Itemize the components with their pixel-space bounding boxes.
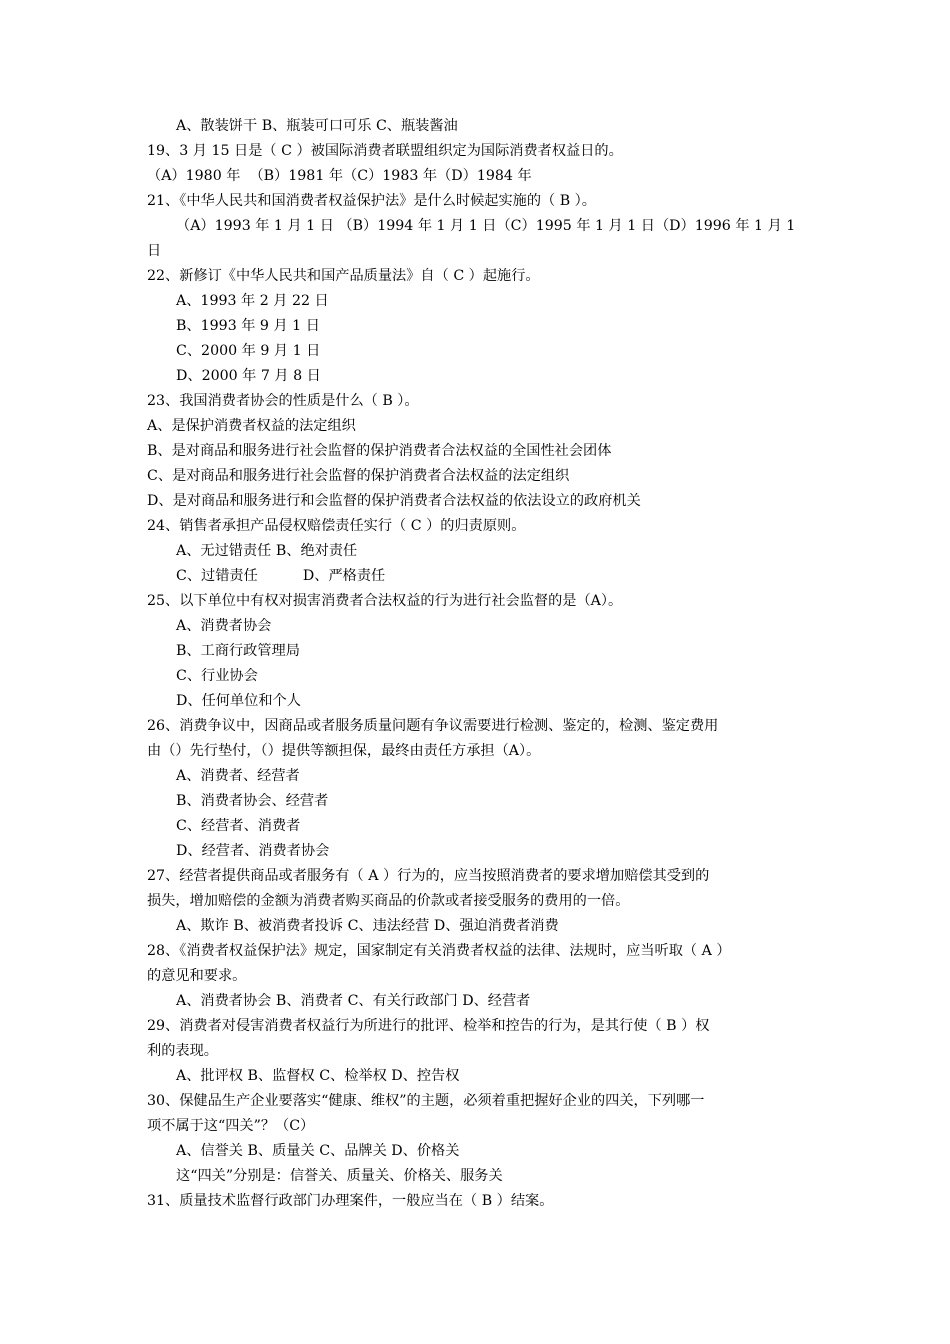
text-line: B、消费者协会、经营者 [176, 793, 329, 809]
text-line: A、消费者、经营者 [176, 768, 300, 784]
text-line: 31、质量技术监督行政部门办理案件，一般应当在（ B ）结案。 [147, 1193, 554, 1209]
text-line: A、散装饼干 B、瓶装可口可乐 C、瓶装酱油 [176, 118, 458, 134]
text-line: A、无过错责任 B、绝对责任 [176, 543, 358, 559]
text-line: 27、经营者提供商品或者服务有（ A ）行为的，应当按照消费者的要求增加赔偿其受到的 [147, 868, 710, 884]
text-line: A、消费者协会 [176, 618, 272, 634]
text-line: 29、消费者对侵害消费者权益行为所进行的批评、检举和控告的行为，是其行使（ B ）权 [147, 1018, 710, 1034]
text-line: 24、销售者承担产品侵权赔偿责任实行（ C ）的归责原则。 [147, 518, 526, 534]
text-line: A、消费者协会 B、消费者 C、有关行政部门 D、经营者 [176, 993, 531, 1009]
text-line: A、1993 年 2 月 22 日 [176, 293, 329, 309]
text-line: C、过错责任 D、严格责任 [176, 568, 386, 584]
text-line: C、经营者、消费者 [176, 818, 301, 834]
text-line: C、行业协会 [176, 668, 258, 684]
document-page [147, 114, 812, 1214]
text-line: 利的表现。 [147, 1043, 218, 1059]
text-line: B、是对商品和服务进行社会监督的保护消费者合法权益的全国性社会团体 [147, 443, 612, 459]
text-line: 的意见和要求。 [147, 968, 247, 984]
text-line: 25、以下单位中有权对损害消费者合法权益的行为进行社会监督的是（A）。 [147, 593, 623, 609]
text-line: D、经营者、消费者协会 [176, 843, 330, 859]
text-line: （A）1980 年 （B）1981 年（C）1983 年（D）1984 年 [147, 168, 532, 184]
text-line: 30、保健品生产企业要落实“健康、维权”的主题，必须着重把握好企业的四关，下列哪一 [147, 1093, 705, 1109]
text-line: （A）1993 年 1 月 1 日 （B）1994 年 1 月 1 日（C）1995 年 1 月 1 日（D）1996 年 1 月 1 [176, 218, 796, 234]
text-line: B、工商行政管理局 [176, 643, 300, 659]
text-line: 由（）先行垫付，（）提供等额担保，最终由责任方承担（A）。 [147, 743, 541, 759]
text-line: 26、消费争议中，因商品或者服务质量问题有争议需要进行检测、鉴定的，检测、鉴定费用 [147, 718, 719, 734]
text-line: D、2000 年 7 月 8 日 [176, 368, 321, 384]
text-line: B、1993 年 9 月 1 日 [176, 318, 320, 334]
text-line: A、信誉关 B、质量关 C、品牌关 D、价格关 [176, 1143, 460, 1159]
text-line: D、任何单位和个人 [176, 693, 301, 709]
text-line: 项不属于这“四关”？（C） [147, 1118, 315, 1134]
text-line: 22、新修订《中华人民共和国产品质量法》自（ C ）起施行。 [147, 268, 540, 284]
text-line: C、2000 年 9 月 1 日 [176, 343, 321, 359]
text-line: 28、《消费者权益保护法》规定，国家制定有关消费者权益的法律、法规时，应当听取（ A ） [147, 943, 731, 959]
text-line: 23、我国消费者协会的性质是什么（ B ）。 [147, 393, 419, 409]
text-line: 19、3 月 15 日是（ C ）被国际消费者联盟组织定为国际消费者权益日的。 [147, 143, 623, 159]
text-line: A、是保护消费者权益的法定组织 [147, 418, 356, 434]
text-line: 21、《中华人民共和国消费者权益保护法》是什么时候起实施的（ B ）。 [147, 193, 596, 209]
text-line: 日 [147, 243, 162, 259]
text-line: A、欺诈 B、被消费者投诉 C、违法经营 D、强迫消费者消费 [176, 918, 559, 934]
text-line: A、批评权 B、监督权 C、检举权 D、控告权 [176, 1068, 460, 1084]
text-line: 这“四关”分别是：信誉关、质量关、价格关、服务关 [176, 1168, 503, 1184]
text-line: C、是对商品和服务进行社会监督的保护消费者合法权益的法定组织 [147, 468, 570, 484]
text-line: D、是对商品和服务进行和会监督的保护消费者合法权益的依法设立的政府机关 [147, 493, 641, 509]
text-line: 损失，增加赔偿的金额为消费者购买商品的价款或者接受服务的费用的一倍。 [147, 893, 630, 909]
